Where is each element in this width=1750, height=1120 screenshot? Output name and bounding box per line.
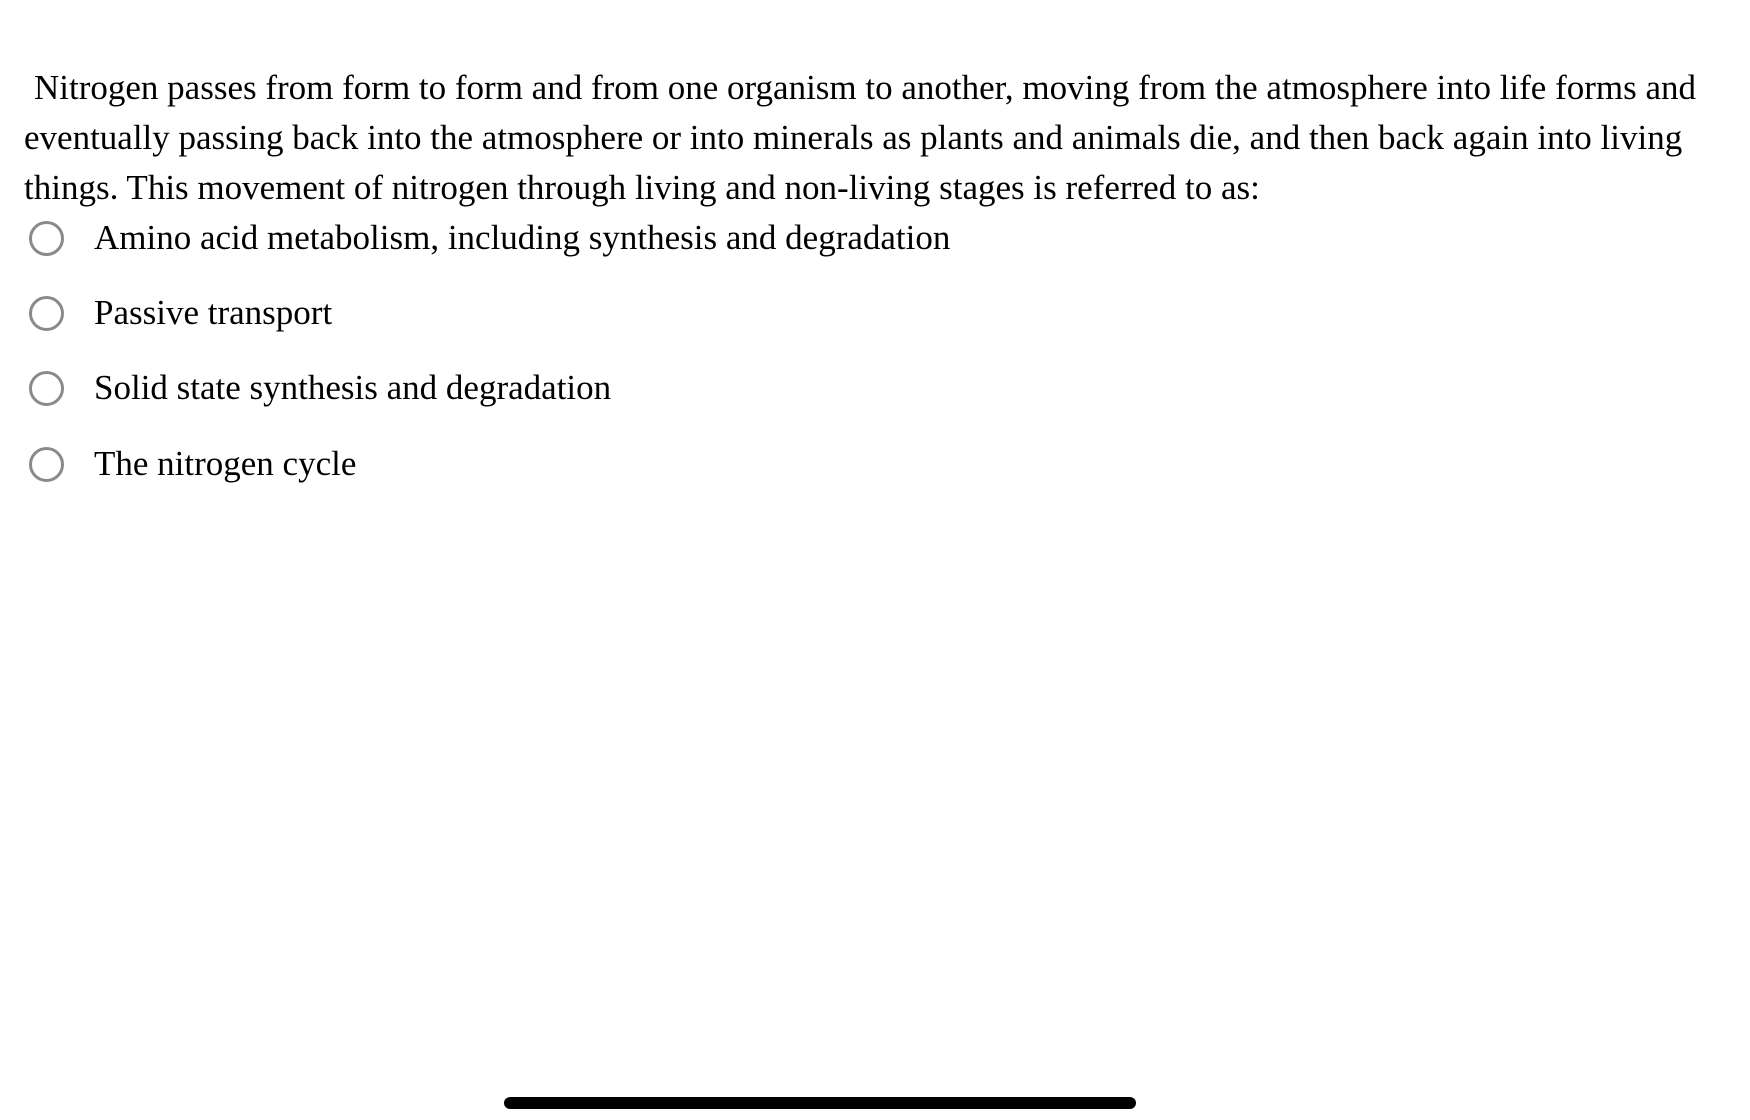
option-label[interactable]: Solid state synthesis and degradation <box>94 368 612 407</box>
radio-button-icon[interactable] <box>29 371 64 406</box>
answer-option-amino-acid-metabolism[interactable] <box>29 216 950 260</box>
answer-option-passive-transport[interactable] <box>29 291 332 335</box>
option-label[interactable]: The nitrogen cycle <box>94 444 357 483</box>
radio-button-icon[interactable] <box>29 221 64 256</box>
radio-button-icon[interactable] <box>29 447 64 482</box>
radio-button-icon[interactable] <box>29 296 64 331</box>
answer-option-nitrogen-cycle[interactable] <box>29 442 356 486</box>
option-label[interactable]: Passive transport <box>94 293 333 332</box>
answer-option-solid-state-synthesis[interactable] <box>29 366 611 410</box>
option-label[interactable]: Amino acid metabolism, including synthesis and degradation <box>94 218 951 257</box>
home-indicator-bar[interactable] <box>504 1097 1136 1109</box>
question-text: Nitrogen passes from form to form and from one organism to another, moving from the atmosphere into life forms and eventually passing back into the atmosphere or into minerals as plants and animals die, and then back again into living things. This movement of nitrogen through living and non-living stages is referred to as: <box>24 68 1697 207</box>
